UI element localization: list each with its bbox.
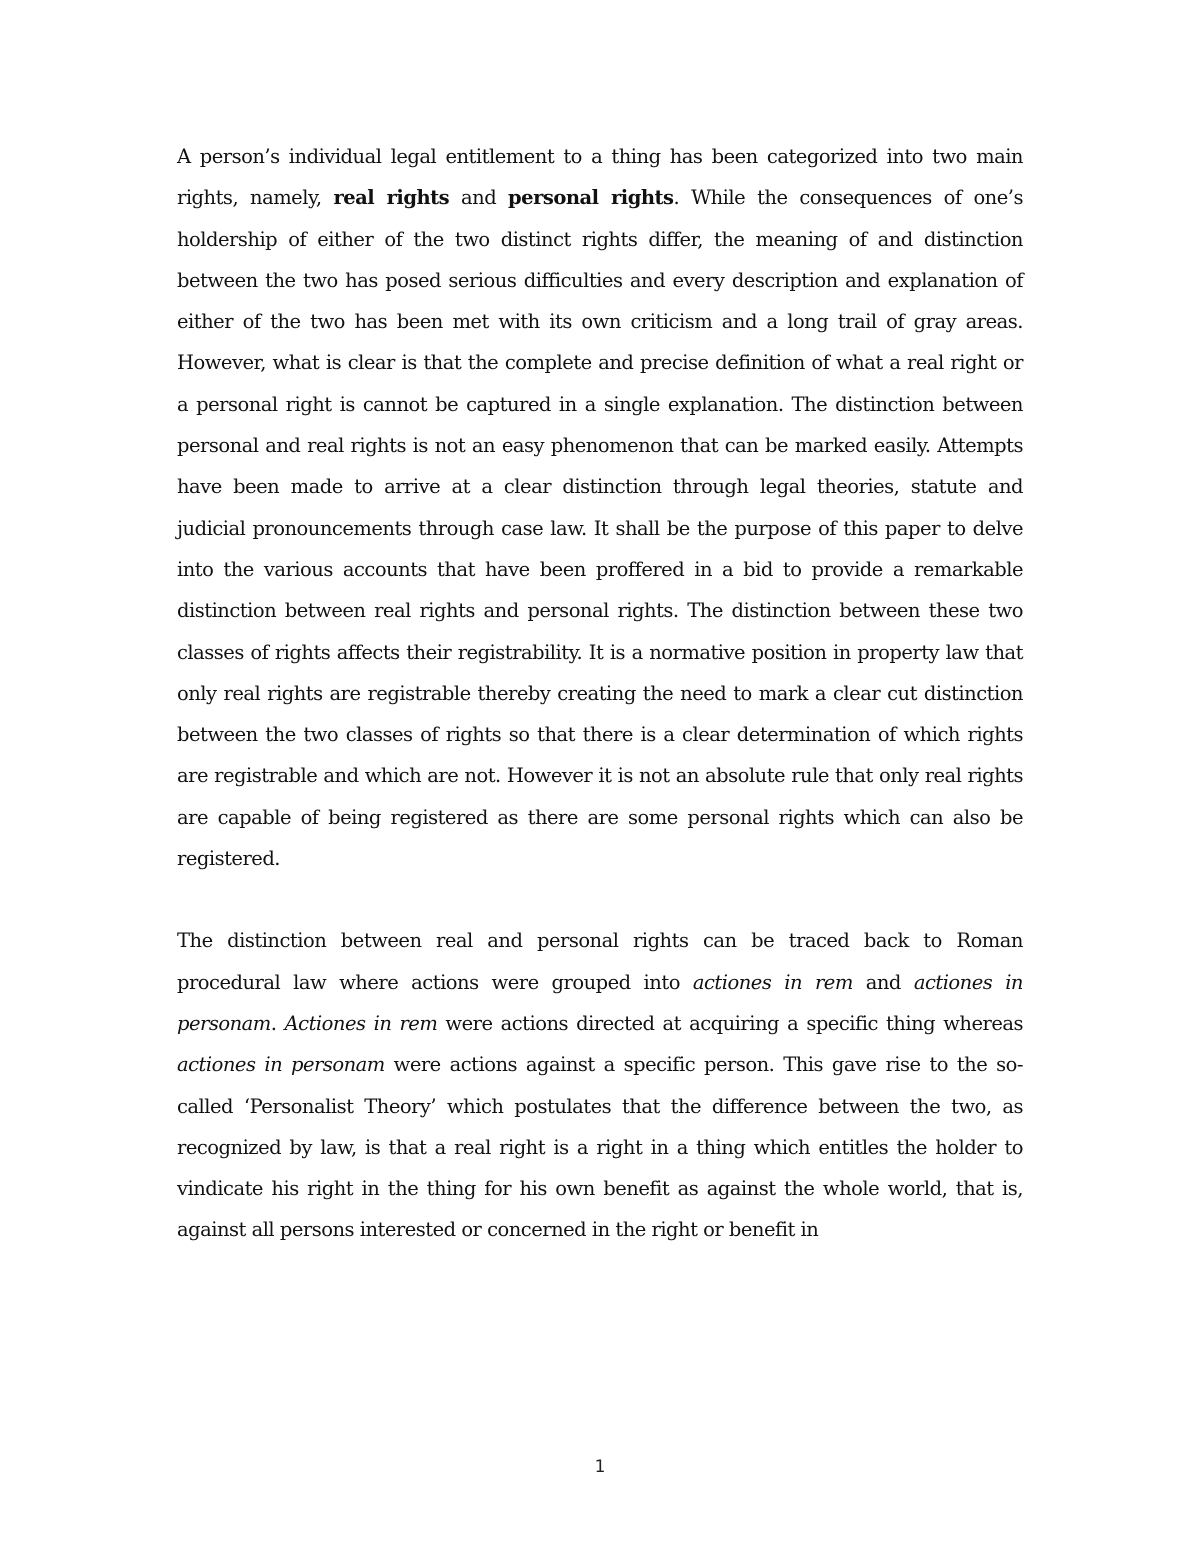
paragraph-roman-procedural-law	[177, 920, 1023, 1250]
italic-term-actiones-in-rem: Actiones in rem	[284, 1011, 438, 1035]
paragraph-1-text: A person’s individual legal entitlement to a thing has been categorized into two main rights, namely,	[177, 145, 1023, 210]
paragraph-2-text: were actions directed at acquiring a specific thing whereas	[437, 1011, 1024, 1035]
paragraph-real-vs-personal-rights	[177, 136, 1023, 879]
paragraph-2-text: The distinction between real and personal rights can be traced back to Roman procedural law where actions were grouped into	[177, 929, 1023, 994]
paragraph-2-text: and	[852, 970, 914, 994]
italic-term-actiones-in-personam: actiones in personam	[177, 970, 1023, 1035]
page-number: 1	[594, 1457, 606, 1477]
paragraph-1-text: and	[449, 186, 509, 210]
paragraph-2-text: were actions against a specific person. This gave rise to the so-called ‘Personalist Theory’ which postulates that the difference between the two, as recognized by law, is that a real right is a right in a thing which entitles the holder to vindicate his right in the thing for his own benefit as against the whole world, that is, against all persons interested or concerned in the right or benefit in	[177, 1053, 1023, 1242]
bold-term-personal-rights: personal rights	[508, 186, 674, 210]
paragraph-1-text: . While the consequences of one’s holdership of either of the two distinct rights differ, the meaning of and distinction between the two has posed serious difficulties and every description and explanation of either of the two has been met with its own criticism and a long trail of gray areas. However, what is clear is that the complete and precise definition of what a real right or a personal right is cannot be captured in a single explanation. The distinction between personal and real rights is not an easy phenomenon that can be marked easily. Attempts have been made to arrive at a clear distinction through legal theories, statute and judicial pronouncements through case law. It shall be the purpose of this paper to delve into the various accounts that have been proffered in a bid to provide a remarkable distinction between real rights and personal rights. The distinction between these two classes of rights affects their registrability. It is a normative position in property law that only real rights are registrable thereby creating the need to mark a clear cut distinction between the two classes of rights so that there is a clear determination of which rights are registrable and which are not. However it is not an absolute rule that only real rights are capable of being registered as there are some personal rights which can also be registered.	[177, 186, 1023, 871]
italic-term-actiones-in-rem: actiones in rem	[692, 970, 853, 994]
body-text	[177, 136, 1023, 1251]
italic-term-actiones-in-personam: actiones in personam	[177, 1053, 385, 1077]
paragraph-2-text: .	[270, 1011, 285, 1035]
bold-term-real-rights: real rights	[333, 186, 450, 210]
